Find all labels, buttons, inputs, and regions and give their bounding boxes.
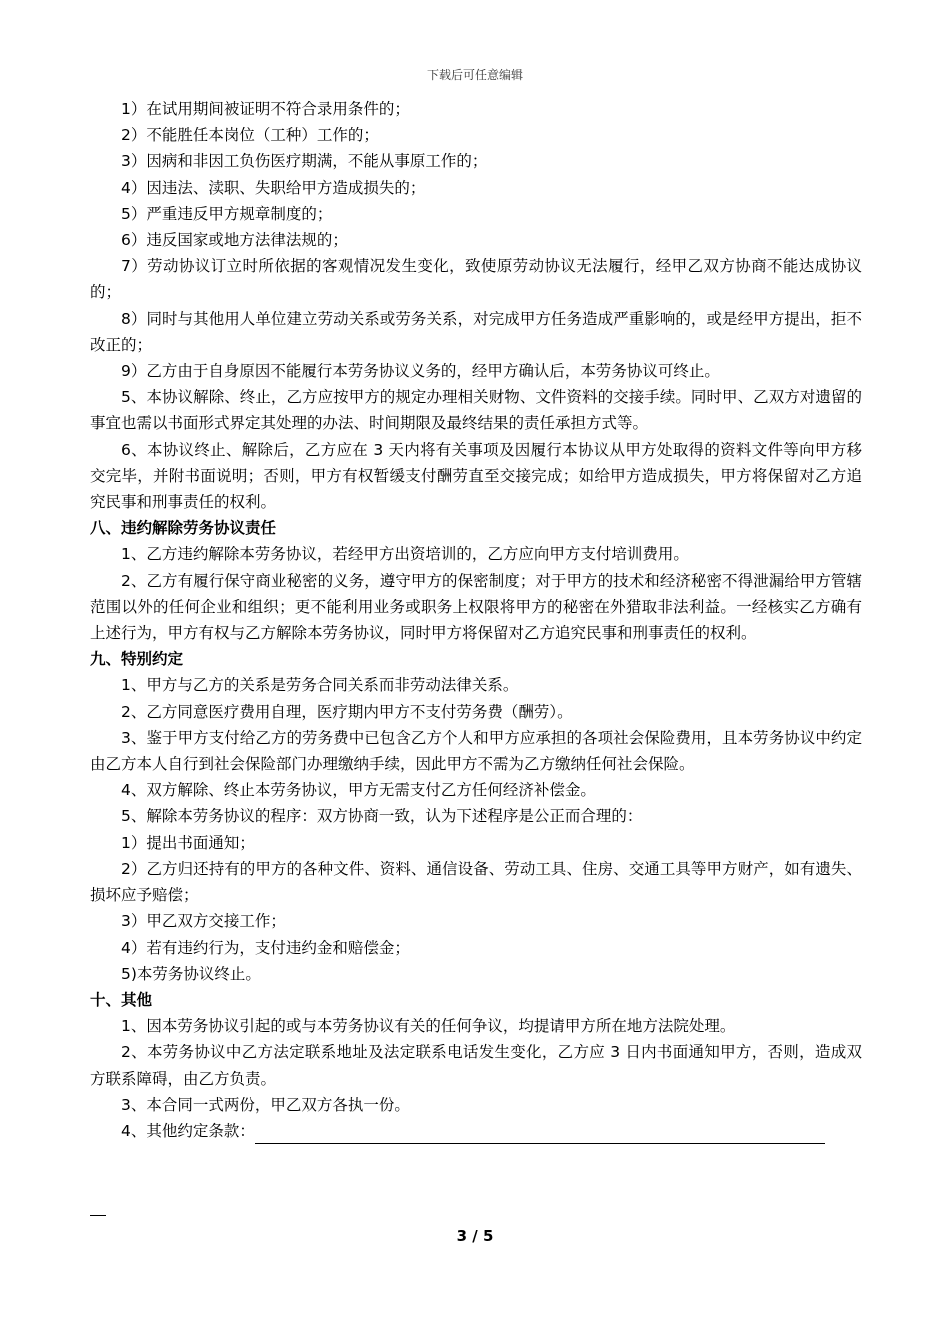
paragraph-text: 2、乙方同意医疗费用自理，医疗期内甲方不支付劳务费（酬劳）。 xyxy=(121,702,573,721)
paragraph xyxy=(90,830,862,856)
paragraph xyxy=(90,803,862,829)
paragraph-text: 5、本协议解除、终止，乙方应按甲方的规定办理相关财物、文件资料的交接手续。同时甲、乙双方对遗留的事宜也需以书面形式界定其处理的办法、时间期限及最终结果的责任承担方式等。 xyxy=(90,388,862,433)
fill-in-blank-line xyxy=(255,1123,825,1144)
section-heading xyxy=(90,646,862,672)
paragraph-text: 6、本协议终止、解除后，乙方应在 3 天内将有关事项及因履行本协议从甲方处取得的资料文件等向甲方移交完毕，并附书面说明；否则，甲方有权暂缓支付酬劳直至交接完成；如给甲方造成损失，甲方将保留对乙方追究民事和刑事责任的权利。 xyxy=(90,440,862,512)
paragraph xyxy=(90,672,862,698)
paragraph xyxy=(90,437,862,516)
paragraph-text: 1）在试用期间被证明不符合录用条件的； xyxy=(121,100,410,118)
paragraph-text: 5、解除本劳务协议的程序：双方协商一致，认为下述程序是公正而合理的： xyxy=(121,807,643,826)
paragraph-text: 5)本劳务协议终止。 xyxy=(121,964,261,983)
paragraph xyxy=(90,1013,862,1039)
paragraph-text: 7）劳动协议订立时所依据的客观情况发生变化，致使原劳动协议无法履行，经甲乙双方协商不能达成协议的； xyxy=(90,257,862,302)
paragraph-text: 1、乙方违约解除本劳务协议，若经甲方出资培训的，乙方应向甲方支付培训费用。 xyxy=(121,545,689,564)
paragraph-text: 3、本合同一式两份，甲乙双方各执一份。 xyxy=(121,1095,410,1114)
paragraph xyxy=(90,253,862,305)
paragraph-text: 2、本劳务协议中乙方法定联系地址及法定联系电话发生变化，乙方应 3 日内书面通知甲方，否则，造成双方联系障碍，由乙方负责。 xyxy=(90,1043,862,1088)
paragraph xyxy=(90,777,862,803)
paragraph xyxy=(90,568,862,647)
paragraph-text: 2）不能胜任本岗位（工种）工作的； xyxy=(121,126,379,145)
paragraph-text: 9）乙方由于自身原因不能履行本劳务协议义务的，经甲方确认后，本劳务协议可终止。 xyxy=(121,362,720,381)
paragraph-text: 1、因本劳务协议引起的或与本劳务协议有关的任何争议，均提请甲方所在地方法院处理。 xyxy=(121,1017,736,1036)
paragraph xyxy=(90,227,862,253)
heading-text: 八、违约解除劳务协议责任 xyxy=(90,519,277,538)
paragraph xyxy=(90,358,862,384)
paragraph-text: 2）乙方归还持有的甲方的各种文件、资料、通信设备、劳动工具、住房、交通工具等甲方财产，如有遗失、损坏应予赔偿； xyxy=(90,859,862,905)
paragraph-text: 5）严重违反甲方规章制度的； xyxy=(121,204,333,223)
paragraph xyxy=(90,908,862,934)
paragraph-text: 2、乙方有履行保守商业秘密的义务，遵守甲方的保密制度；对于甲方的技术和经济秘密不得泄漏给甲方管辖范围以外的任何企业和组织；更不能利用业务或职务上权限将甲方的秘密在外猎取非法利益。一经核实乙方确有上述行为，甲方有权与乙方解除本劳务协议，同时甲方将保留对乙方追究民事和刑事责任的权利。 xyxy=(90,571,862,643)
paragraph-text: 8）同时与其他用人单位建立劳动关系或劳务关系，对完成甲方任务造成严重影响的，或是经甲方提出，拒不改正的； xyxy=(90,309,862,354)
heading-text: 十、其他 xyxy=(90,990,153,1009)
section-heading xyxy=(90,515,862,541)
paragraph-text: 1）提出书面通知； xyxy=(121,833,255,852)
paragraph xyxy=(90,384,862,436)
paragraph xyxy=(90,201,862,227)
paragraph xyxy=(90,1039,862,1091)
paragraph xyxy=(90,175,862,201)
paragraph-text: 4）若有违约行为，支付违约金和赔偿金； xyxy=(121,938,410,957)
paragraph-text: 6）违反国家或地方法律法规的； xyxy=(121,231,348,250)
heading-text: 九、特别约定 xyxy=(90,650,184,669)
paragraph-text: 3）因病和非因工负伤医疗期满，不能从事原工作的； xyxy=(121,152,488,171)
paragraph-text: 3）甲乙双方交接工作； xyxy=(121,912,286,931)
paragraph xyxy=(90,856,862,908)
paragraph-text: 1、甲方与乙方的关系是劳务合同关系而非劳动法律关系。 xyxy=(121,676,519,695)
paragraph xyxy=(90,541,862,567)
clause-with-blank xyxy=(90,1118,862,1144)
paragraph xyxy=(90,699,862,725)
paragraph xyxy=(90,122,862,148)
page-header: 下载后可任意编辑 xyxy=(426,68,523,82)
paragraph xyxy=(90,148,862,174)
paragraph-text: 4）因违法、渎职、失职给甲方造成损失的； xyxy=(121,178,426,197)
paragraph xyxy=(90,1092,862,1118)
section-heading xyxy=(90,987,862,1013)
paragraph xyxy=(90,935,862,961)
paragraph-text: 4、其他约定条款： xyxy=(121,1121,255,1140)
paragraph-text: 3、鉴于甲方支付给乙方的劳务费中已包含乙方个人和甲方应承担的各项社会保险费用，且本劳务协议中约定由乙方本人自行到社会保险部门办理缴纳手续，因此甲方不需为乙方缴纳任何社会保险。 xyxy=(90,728,862,774)
trailing-underline xyxy=(90,1215,106,1216)
paragraph-text: 4、双方解除、终止本劳务协议，甲方无需支付乙方任何经济补偿金。 xyxy=(121,781,596,800)
paragraph xyxy=(90,96,862,122)
paragraph xyxy=(90,306,862,358)
paragraph xyxy=(90,725,862,777)
paragraph xyxy=(90,961,862,987)
document-body xyxy=(90,96,862,1144)
page-number: 3 / 5 xyxy=(456,1227,494,1245)
